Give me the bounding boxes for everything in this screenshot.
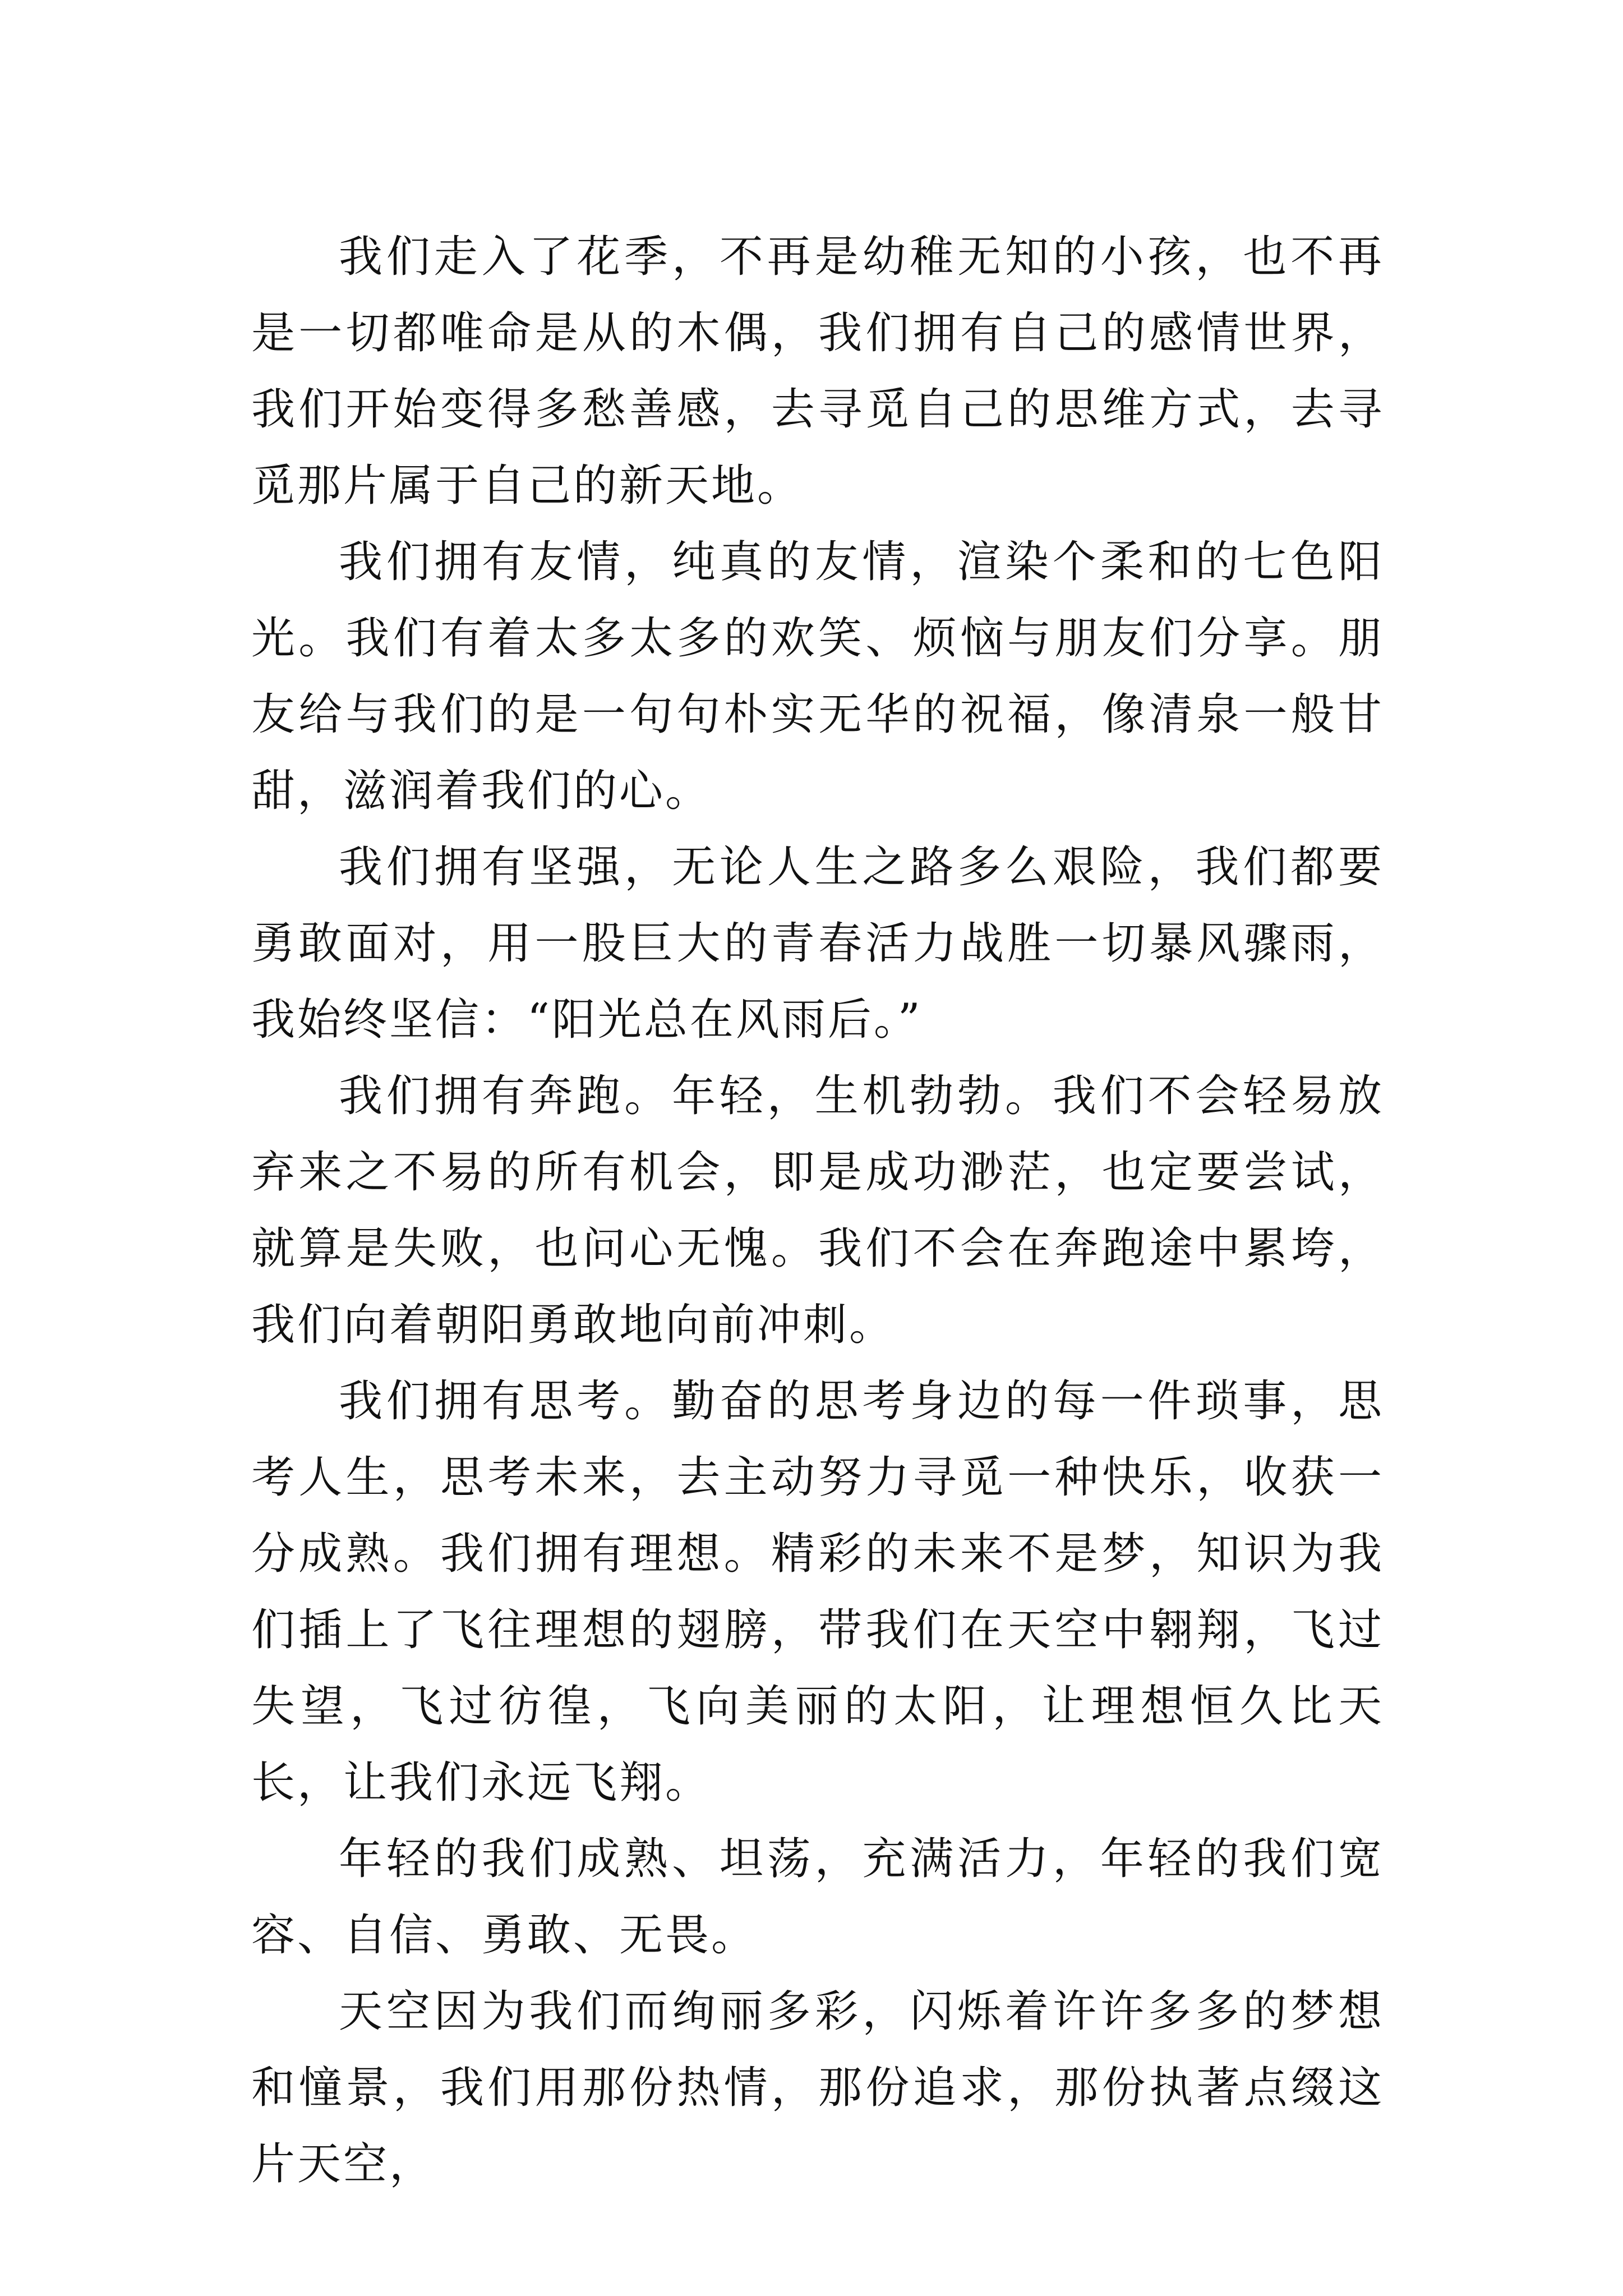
paragraph-1: 我们走入了花季，不再是幼稚无知的小孩，也不再是一切都唯命是从的木偶，我们拥有自己的感情世界，我们开始变得多愁善感，去寻觅自己的思维方式，去寻觅那片属于自己的新天地。: [251, 232, 1384, 511]
paragraph-2: 我们拥有友情，纯真的友情，渲染个柔和的七色阳光。我们有着太多太多的欢笑、烦恼与朋友们分享。朋友给与我们的是一句句朴实无华的祝福，像清泉一般甘甜，滋润着我们的心。: [251, 537, 1384, 816]
paragraph-5: 我们拥有思考。勤奋的思考身边的每一件琐事，思考人生，思考未来，去主动努力寻觅一种快乐，收获一分成熟。我们拥有理想。精彩的未来不是梦，知识为我们插上了飞往理想的翅膀，带我们在天空中翱翔，飞过失望，飞过彷徨，飞向美丽的太阳，让理想恒久比天长，让我们永远飞翔。: [251, 1376, 1384, 1808]
paragraph-3: 我们拥有坚强，无论人生之路多么艰险，我们都要勇敢面对，用一股巨大的青春活力战胜一切暴风骤雨，我始终坚信：“阳光总在风雨后。”: [251, 842, 1384, 1045]
paragraph-4: 我们拥有奔跑。年轻，生机勃勃。我们不会轻易放弃来之不易的所有机会，即是成功渺茫，也定要尝试，就算是失败，也问心无愧。我们不会在奔跑途中累垮，我们向着朝阳勇敢地向前冲刺。: [251, 1071, 1384, 1350]
document-body: [251, 219, 1384, 2202]
paragraph-6: 年轻的我们成熟、坦荡，充满活力，年轻的我们宽容、自信、勇敢、无畏。: [251, 1834, 1384, 1961]
paragraph-7: 天空因为我们而绚丽多彩，闪烁着许许多多的梦想和憧景，我们用那份热情，那份追求，那份执著点缀这片天空，: [251, 1986, 1384, 2189]
